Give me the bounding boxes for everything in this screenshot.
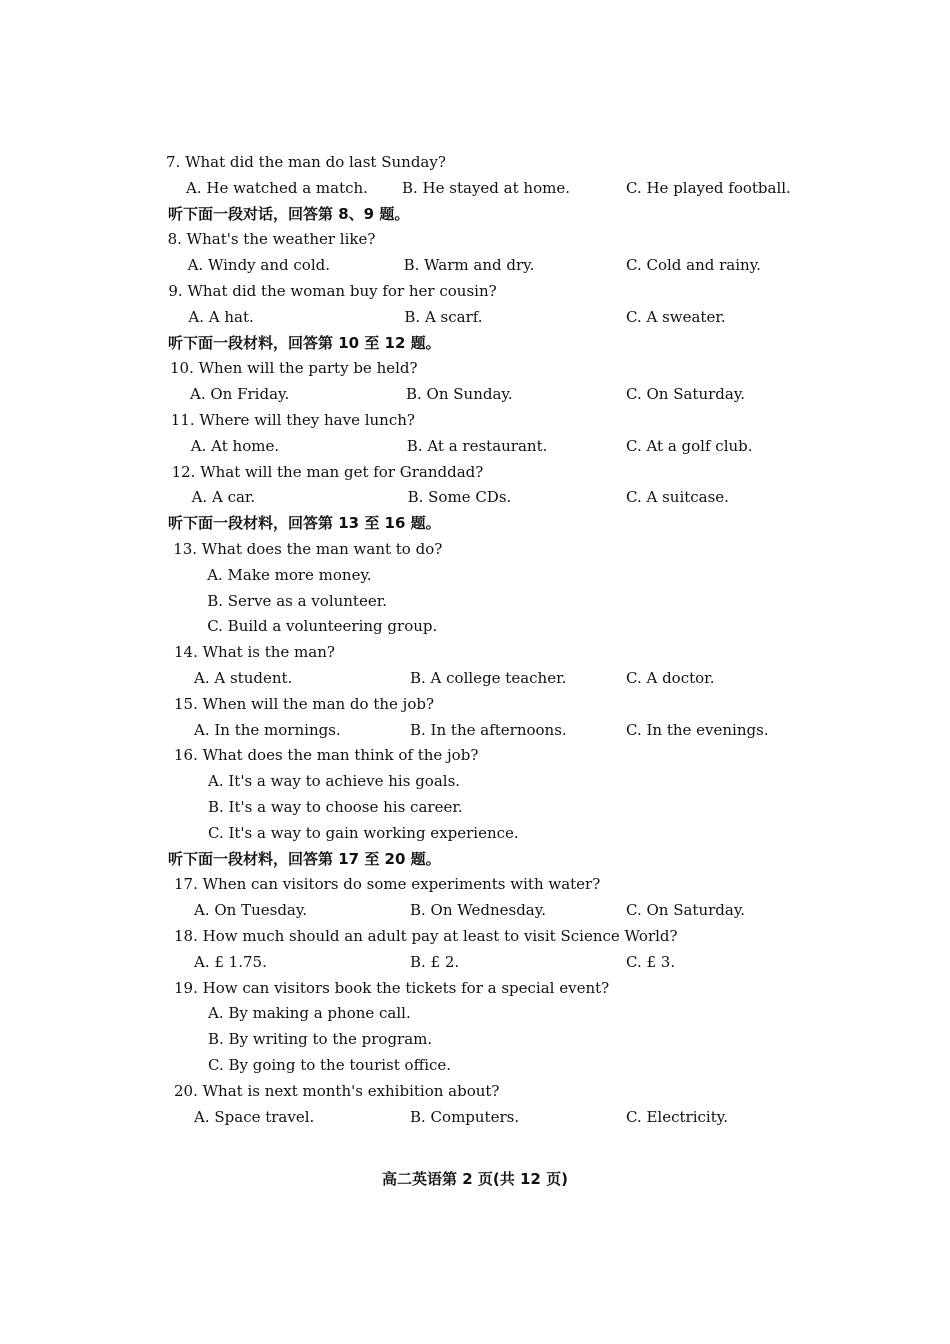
answer-option: B. He stayed at home. [402,179,570,197]
answer-option: A. A hat. [188,308,254,326]
section-instruction: 听下面一段材料，回答第 17 至 20 题。 [168,850,441,868]
question-text: 14. What is the man? [174,643,335,661]
answer-option: A. A car. [191,488,256,506]
answer-option: C. On Saturday. [626,385,746,403]
answer-option: B. A scarf. [404,308,483,326]
answer-option: B. Warm and dry. [403,256,535,274]
answer-option: C. By going to the tourist office. [208,1056,452,1074]
answer-option: A. £ 1.75. [194,953,267,971]
question-text: 9. What did the woman buy for her cousin? [168,282,497,300]
answer-option: C. Electricity. [626,1108,728,1126]
answer-option: B. A college teacher. [410,669,567,687]
answer-option: B. On Sunday. [406,385,513,403]
answer-option: B. By writing to the program. [208,1030,433,1048]
answer-option: A. In the mornings. [194,721,341,739]
question-text: 15. When will the man do the job? [174,695,434,713]
answer-option: B. At a restaurant. [406,437,548,455]
answer-option: A. Space travel. [194,1108,315,1126]
question-text: 17. When can visitors do some experiments with water? [174,875,601,893]
answer-option: C. A doctor. [626,669,715,687]
answer-option: C. A sweater. [626,308,726,326]
answer-option: A. On Tuesday. [194,901,308,919]
answer-option: A. Make more money. [207,566,372,584]
answer-option: C. In the evenings. [626,721,769,739]
answer-option: B. In the afternoons. [410,721,567,739]
answer-option: C. £ 3. [626,953,676,971]
question-text: 7. What did the man do last Sunday? [166,153,446,171]
question-text: 18. How much should an adult pay at least to visit Science World? [174,927,678,945]
answer-option: A. Windy and cold. [187,256,330,274]
question-text: 8. What's the weather like? [167,230,376,248]
answer-option: C. He played football. [626,179,791,197]
answer-option: B. £ 2. [410,953,460,971]
section-instruction: 听下面一段材料，回答第 13 至 16 题。 [168,514,441,532]
answer-option: C. A suitcase. [626,488,729,506]
answer-option: C. At a golf club. [626,437,753,455]
question-text: 20. What is next month's exhibition about? [174,1082,500,1100]
answer-option: A. By making a phone call. [208,1004,411,1022]
question-text: 10. When will the party be held? [170,359,418,377]
question-text: 19. How can visitors book the tickets for a special event? [174,979,610,997]
answer-option: A. At home. [190,437,280,455]
answer-option: C. Cold and rainy. [626,256,761,274]
question-text: 11. Where will they have lunch? [170,411,415,429]
answer-option: A. It's a way to achieve his goals. [208,772,461,790]
answer-option: A. He watched a match. [186,179,368,197]
answer-option: C. Build a volunteering group. [207,617,438,635]
question-text: 16. What does the man think of the job? [174,746,479,764]
section-instruction: 听下面一段对话，回答第 8、9 题。 [168,205,410,223]
answer-option: B. Serve as a volunteer. [207,592,388,610]
answer-option: A. On Friday. [190,385,290,403]
answer-option: C. It's a way to gain working experience. [208,824,519,842]
answer-option: B. Computers. [410,1108,520,1126]
question-text: 12. What will the man get for Granddad? [171,463,484,481]
answer-option: C. On Saturday. [626,901,746,919]
question-text: 13. What does the man want to do? [173,540,443,558]
answer-option: B. It's a way to choose his career. [208,798,463,816]
page-footer: 高二英语第 2 页(共 12 页) [382,1170,568,1188]
section-instruction: 听下面一段材料，回答第 10 至 12 题。 [168,334,441,352]
answer-option: B. On Wednesday. [410,901,546,919]
answer-option: B. Some CDs. [407,488,512,506]
answer-option: A. A student. [194,669,293,687]
